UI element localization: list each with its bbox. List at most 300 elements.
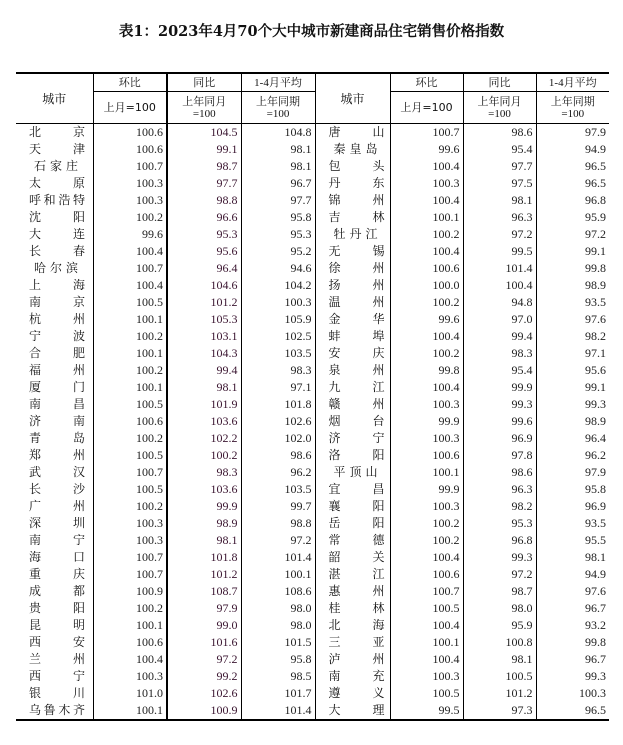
avg-cell-right: 99.8 [536,260,609,277]
city-cell-right [315,413,390,430]
avg-cell-left: 103.5 [241,345,315,362]
yoy-cell-left: 96.4 [167,260,241,277]
mom-base-text: 上月=100 [400,100,453,114]
city-cell-left [16,192,93,209]
avg-cell-right: 96.7 [536,600,609,617]
city-cell-left [16,617,93,634]
city-cell-right [315,175,390,192]
city-cell-right [315,226,390,243]
avg-cell-right: 93.5 [536,294,609,311]
avg-cell-right: 97.6 [536,311,609,328]
city-name: 大理 [328,703,385,717]
city-name: 石家庄 [34,159,78,173]
table-row [16,634,609,651]
mom-cell-left: 100.6 [93,141,167,158]
city-cell-right [315,345,390,362]
city-cell-left [16,515,93,532]
avg-cell-left: 98.6 [241,447,315,464]
avg-cell-left: 102.0 [241,430,315,447]
avg-cell-right: 95.8 [536,481,609,498]
city-cell-right [315,651,390,668]
city-cell-right [315,600,390,617]
city-cell-left [16,600,93,617]
header-avg-base-left [241,92,315,124]
mom-cell-right: 99.5 [390,702,463,720]
city-name: 广州 [29,499,85,513]
mom-cell-right: 100.7 [390,583,463,600]
avg-cell-right: 99.1 [536,379,609,396]
yoy-cell-left: 97.9 [167,600,241,617]
table-row [16,311,609,328]
avg-cell-right: 98.2 [536,328,609,345]
city-cell-left [16,277,93,294]
yoy-cell-left: 99.2 [167,668,241,685]
yoy-cell-left: 102.2 [167,430,241,447]
city-cell-right [315,634,390,651]
yoy-cell-right: 96.8 [463,532,536,549]
city-name: 太原 [29,176,85,190]
header-avg-base-right [536,92,609,124]
header-mom-left: 环比 [93,73,167,92]
yoy-cell-left: 98.7 [167,158,241,175]
city-name: 泸州 [328,652,385,666]
avg-cell-left: 101.7 [241,685,315,702]
city-name: 九江 [328,380,385,394]
city-cell-right [315,158,390,175]
table-row [16,447,609,464]
mom-cell-left: 100.7 [93,566,167,583]
city-name: 安庆 [328,346,385,360]
table-row [16,481,609,498]
header-mom-right: 环比 [390,73,463,92]
city-cell-right [315,209,390,226]
city-name: 锦州 [328,193,385,207]
city-cell-right [315,702,390,720]
mom-cell-right: 100.3 [390,668,463,685]
yoy-cell-left: 104.6 [167,277,241,294]
table-row [16,498,609,515]
city-cell-left [16,532,93,549]
city-cell-right [315,141,390,158]
city-cell-right [315,464,390,481]
mom-cell-right: 100.4 [390,549,463,566]
city-name: 赣州 [328,397,385,411]
avg-cell-right: 95.9 [536,209,609,226]
mom-cell-right: 99.8 [390,362,463,379]
mom-cell-right: 100.3 [390,498,463,515]
yoy-cell-right: 97.0 [463,311,536,328]
city-name: 岳阳 [328,516,385,530]
city-cell-left [16,124,93,142]
yoy-base-line2: =100 [192,107,216,120]
city-cell-right [315,515,390,532]
mom-cell-right: 99.9 [390,481,463,498]
avg-cell-left: 95.3 [241,226,315,243]
city-name: 合肥 [29,346,85,360]
yoy-base-line1: 上年同月 [477,94,522,108]
avg-cell-left: 101.5 [241,634,315,651]
yoy-cell-right: 99.5 [463,243,536,260]
mom-cell-left: 100.5 [93,396,167,413]
city-name: 桂林 [328,601,385,615]
city-cell-left [16,294,93,311]
city-cell-left [16,311,93,328]
yoy-cell-left: 98.1 [167,379,241,396]
avg-cell-left: 98.8 [241,515,315,532]
price-index-table [16,72,609,721]
mom-cell-left: 100.6 [93,413,167,430]
avg-cell-left: 98.5 [241,668,315,685]
city-cell-right [315,192,390,209]
city-name: 北京 [29,125,85,139]
table-row [16,124,609,142]
yoy-cell-left: 98.9 [167,515,241,532]
avg-cell-left: 96.2 [241,464,315,481]
avg-cell-left: 97.1 [241,379,315,396]
table-row [16,141,609,158]
city-name: 遵义 [328,686,385,700]
city-cell-right [315,532,390,549]
mom-cell-right: 100.0 [390,277,463,294]
mom-cell-right: 100.4 [390,328,463,345]
avg-cell-left: 95.8 [241,651,315,668]
avg-cell-right: 97.6 [536,583,609,600]
avg-cell-right: 98.9 [536,413,609,430]
mom-cell-right: 100.1 [390,464,463,481]
mom-cell-right: 100.2 [390,532,463,549]
avg-cell-right: 96.8 [536,192,609,209]
avg-cell-left: 99.7 [241,498,315,515]
city-cell-right [315,498,390,515]
yoy-cell-left: 104.3 [167,345,241,362]
avg-cell-left: 98.0 [241,600,315,617]
city-name: 青岛 [29,431,85,445]
mom-cell-right: 100.3 [390,430,463,447]
yoy-cell-right: 99.3 [463,549,536,566]
city-cell-left [16,243,93,260]
avg-cell-left: 97.2 [241,532,315,549]
header-yoy-base-right [463,92,536,124]
city-cell-left [16,566,93,583]
yoy-cell-left: 96.6 [167,209,241,226]
city-cell-left [16,328,93,345]
city-name: 襄阳 [328,499,385,513]
city-name: 海口 [29,550,85,564]
avg-cell-right: 96.5 [536,175,609,192]
avg-base-line1: 上年同期 [256,94,300,108]
yoy-base-line1: 上年同月 [182,94,227,108]
mom-cell-left: 100.2 [93,600,167,617]
header-city-right: 城市 [315,73,390,124]
city-name: 烟台 [328,414,385,428]
table-row [16,158,609,175]
mom-cell-left: 100.7 [93,260,167,277]
city-cell-left [16,413,93,430]
mom-cell-right: 100.2 [390,226,463,243]
header-yoy-right: 同比 [463,73,536,92]
mom-cell-right: 100.4 [390,243,463,260]
mom-cell-left: 100.5 [93,294,167,311]
city-name: 丹东 [328,176,385,190]
yoy-cell-right: 99.6 [463,413,536,430]
avg-cell-right: 98.1 [536,549,609,566]
mom-cell-right: 100.4 [390,651,463,668]
city-name: 南宁 [29,533,85,547]
table-row [16,685,609,702]
city-cell-left [16,481,93,498]
city-cell-left [16,549,93,566]
yoy-cell-left: 104.5 [167,124,241,142]
table-row [16,396,609,413]
city-name: 韶关 [328,550,385,564]
avg-cell-left: 102.6 [241,413,315,430]
city-cell-left [16,226,93,243]
table-row [16,464,609,481]
city-name: 惠州 [328,584,385,598]
city-name: 常德 [328,533,385,547]
mom-cell-right: 99.6 [390,311,463,328]
city-name: 济宁 [328,431,385,445]
yoy-cell-left: 108.7 [167,583,241,600]
city-name: 南充 [328,669,385,683]
yoy-cell-right: 101.2 [463,685,536,702]
city-name: 温州 [328,295,385,309]
yoy-cell-left: 95.3 [167,226,241,243]
city-cell-left [16,668,93,685]
city-name: 长沙 [29,482,85,496]
yoy-cell-right: 94.8 [463,294,536,311]
mom-cell-left: 100.4 [93,651,167,668]
city-name: 南京 [29,295,85,309]
city-cell-right [315,617,390,634]
avg-cell-right: 95.5 [536,532,609,549]
city-cell-right [315,668,390,685]
table-row [16,566,609,583]
mom-cell-right: 100.4 [390,617,463,634]
avg-cell-right: 96.9 [536,498,609,515]
table-row [16,583,609,600]
avg-cell-left: 96.7 [241,175,315,192]
avg-cell-right: 97.2 [536,226,609,243]
city-name: 西安 [29,635,85,649]
mom-cell-left: 100.2 [93,328,167,345]
yoy-cell-left: 98.8 [167,192,241,209]
avg-cell-right: 94.9 [536,141,609,158]
city-cell-left [16,498,93,515]
city-cell-left [16,634,93,651]
yoy-cell-left: 95.6 [167,243,241,260]
city-name: 武汉 [29,465,85,479]
avg-cell-right: 99.3 [536,396,609,413]
mom-cell-right: 100.1 [390,634,463,651]
yoy-cell-left: 101.8 [167,549,241,566]
avg-cell-left: 98.3 [241,362,315,379]
avg-cell-right: 98.9 [536,277,609,294]
yoy-cell-right: 95.4 [463,141,536,158]
mom-cell-left: 100.2 [93,498,167,515]
city-name: 秦皇岛 [333,142,378,156]
avg-cell-right: 96.5 [536,702,609,720]
city-cell-left [16,430,93,447]
city-cell-right [315,396,390,413]
mom-cell-left: 100.1 [93,311,167,328]
yoy-cell-left: 100.2 [167,447,241,464]
city-name: 洛阳 [328,448,385,462]
table-row [16,362,609,379]
avg-cell-right: 94.9 [536,566,609,583]
avg-cell-right: 96.7 [536,651,609,668]
yoy-cell-right: 100.5 [463,668,536,685]
yoy-cell-right: 98.0 [463,600,536,617]
avg-cell-left: 100.1 [241,566,315,583]
city-name: 扬州 [328,278,385,292]
yoy-cell-left: 101.2 [167,294,241,311]
city-cell-right [315,379,390,396]
city-cell-left [16,651,93,668]
avg-cell-right: 99.8 [536,634,609,651]
avg-cell-left: 102.5 [241,328,315,345]
yoy-cell-left: 98.1 [167,532,241,549]
mom-cell-left: 100.1 [93,345,167,362]
city-cell-right [315,294,390,311]
header-avg-right: 1-4月平均 [536,73,609,92]
city-cell-left [16,209,93,226]
city-name: 重庆 [29,567,85,581]
mom-cell-left: 100.1 [93,379,167,396]
avg-cell-right: 99.1 [536,243,609,260]
mom-cell-left: 100.3 [93,668,167,685]
mom-cell-right: 100.3 [390,396,463,413]
table-row [16,668,609,685]
mom-cell-left: 100.1 [93,702,167,720]
yoy-cell-left: 101.9 [167,396,241,413]
table-row [16,260,609,277]
header-avg-left: 1-4月平均 [241,73,315,92]
avg-cell-left: 101.4 [241,549,315,566]
table-row [16,226,609,243]
table-row [16,532,609,549]
city-cell-left [16,379,93,396]
avg-cell-right: 97.1 [536,345,609,362]
mom-cell-right: 100.5 [390,685,463,702]
mom-cell-left: 100.1 [93,617,167,634]
mom-cell-left: 100.7 [93,464,167,481]
city-name: 三亚 [328,635,385,649]
yoy-cell-right: 97.8 [463,447,536,464]
city-cell-right [315,481,390,498]
avg-cell-right: 93.2 [536,617,609,634]
city-cell-left [16,685,93,702]
avg-base-line1: 上年同期 [550,94,595,108]
yoy-cell-right: 100.8 [463,634,536,651]
yoy-cell-right: 96.3 [463,209,536,226]
avg-cell-right: 97.9 [536,124,609,142]
city-name: 杭州 [29,312,85,326]
table-row [16,413,609,430]
mom-cell-left: 100.4 [93,277,167,294]
mom-cell-right: 99.9 [390,413,463,430]
table-row [16,600,609,617]
city-name: 大连 [29,227,85,241]
mom-cell-left: 100.9 [93,583,167,600]
avg-cell-right: 96.2 [536,447,609,464]
city-name: 上海 [29,278,85,292]
city-cell-right [315,260,390,277]
mom-cell-left: 100.7 [93,549,167,566]
mom-cell-left: 100.2 [93,209,167,226]
yoy-cell-right: 98.6 [463,464,536,481]
mom-cell-right: 100.3 [390,175,463,192]
mom-cell-left: 101.0 [93,685,167,702]
mom-cell-left: 100.2 [93,430,167,447]
table-row [16,345,609,362]
city-cell-left [16,464,93,481]
city-name: 福州 [29,363,85,377]
yoy-cell-left: 99.9 [167,498,241,515]
city-name: 唐山 [328,125,385,139]
city-name: 吉林 [328,210,385,224]
header-city-left: 城市 [16,73,93,124]
yoy-cell-left: 103.6 [167,413,241,430]
yoy-cell-right: 99.4 [463,328,536,345]
avg-cell-left: 98.1 [241,158,315,175]
city-cell-right [315,430,390,447]
city-name: 深圳 [29,516,85,530]
mom-cell-right: 100.2 [390,345,463,362]
yoy-cell-right: 97.7 [463,158,536,175]
mom-cell-left: 100.3 [93,532,167,549]
mom-cell-right: 100.2 [390,294,463,311]
yoy-cell-right: 98.3 [463,345,536,362]
city-name: 哈尔滨 [34,261,78,275]
mom-cell-right: 100.4 [390,192,463,209]
avg-base-line2: =100 [266,107,290,120]
mom-cell-right: 100.6 [390,260,463,277]
table-title: 表1：2023年4月70个大中城市新建商品住宅销售价格指数 [118,23,505,40]
avg-base-line2: =100 [561,107,585,120]
mom-cell-left: 100.4 [93,243,167,260]
avg-cell-left: 108.6 [241,583,315,600]
header-row-1 [16,73,609,92]
city-name: 沈阳 [29,210,85,224]
city-cell-right [315,447,390,464]
yoy-cell-right: 97.3 [463,702,536,720]
yoy-cell-right: 98.7 [463,583,536,600]
avg-cell-left: 98.1 [241,141,315,158]
yoy-cell-left: 97.2 [167,651,241,668]
mom-cell-left: 100.3 [93,515,167,532]
mom-cell-left: 100.7 [93,158,167,175]
yoy-cell-right: 98.1 [463,651,536,668]
avg-cell-left: 94.6 [241,260,315,277]
city-cell-right [315,277,390,294]
table-row [16,175,609,192]
city-cell-left [16,447,93,464]
table-row [16,277,609,294]
table-row [16,515,609,532]
city-name: 呼和浩特 [29,193,85,207]
yoy-cell-right: 101.4 [463,260,536,277]
city-cell-right [315,311,390,328]
city-name: 郑州 [29,448,85,462]
city-cell-left [16,141,93,158]
avg-cell-right: 100.3 [536,685,609,702]
city-cell-right [315,328,390,345]
city-cell-right [315,549,390,566]
avg-cell-left: 98.0 [241,617,315,634]
avg-cell-left: 100.3 [241,294,315,311]
city-cell-right [315,685,390,702]
